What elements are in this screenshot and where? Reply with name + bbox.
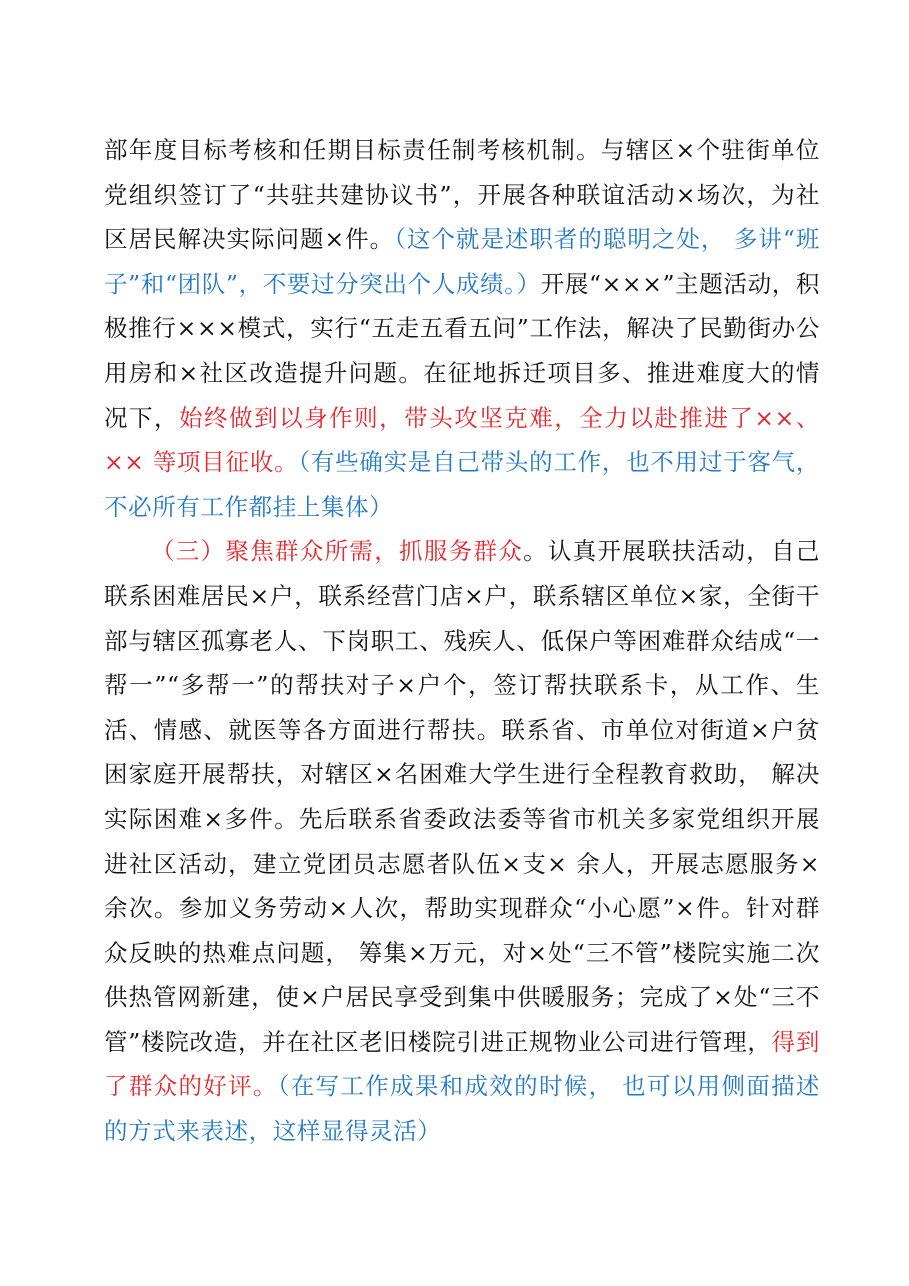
annotation-note: （有些确实是自己带头的工作，也不用过于客气， 不必所有工作都挂上集体） — [104, 448, 820, 521]
paragraph-1 — [104, 128, 820, 529]
text-span: 开展“×××”主题活动，积极推行×××模式，实行“五走五看五问”工作法，解决了民勤街办公用房和×社区改造提升问题。在征地拆迁项目多、推进难度大的情况下， — [104, 269, 820, 432]
annotation-note: （这个就是述职者的聪明之处， 多讲“班子”和“团队”，不要过分突出个人成绩。） — [104, 225, 821, 298]
highlight-text: 始终做到以身作则，带头攻坚克难，全力以赴推进了××、×× 等项目征收。 — [104, 403, 820, 477]
text-span: 部年度目标考核和任期目标责任制考核机制。与辖区×个驻街单位党组织签订了“共驻共建协议书”，开展各种联谊活动×场次，为社区居民解决实际问题×件。 — [104, 136, 820, 254]
section-heading: （三）聚焦群众所需，抓服务群众 — [151, 537, 524, 566]
paragraph-2 — [104, 529, 820, 1153]
text-span: 。认真开展联扶活动，自己联系困难居民×户，联系经营门店×户，联系辖区单位×家，全街干部与辖区孤寡老人、下岗职工、残疾人、低保户等困难群众结成“一帮一”“多帮一”的帮扶对子×户个，签订帮扶联系卡，从工作、生活、情感、就医等各方面进行帮扶。联系省、市单位对街道×户贫困家庭开展帮扶，对辖区×名困难大学生进行全程教育救助， 解决实际困难×多件。先后联系省委政法委等省市机关多家党组织开展进社区活动，建立党团员志愿者队伍×支× 余人，开展志愿服务×余次。参加义务劳动×人次，帮助实现群众“小心愿”×件。针对群众反映的热难点问题， 筹集×万元，对×处“三不管”楼院实施二次供热管网新建，使×户居民享受到集中供暖服务；完成了×处“三不管”楼院改造，并在社区老旧楼院引进正规物业公司进行管理， — [104, 537, 821, 1056]
document-body — [104, 128, 820, 1154]
annotation-note: （在写工作成果和成效的时候， 也可以用侧面描述的方式来表述，这样显得灵活） — [104, 1072, 820, 1146]
highlight-text: 得到了群众的好评。 — [104, 1027, 820, 1101]
